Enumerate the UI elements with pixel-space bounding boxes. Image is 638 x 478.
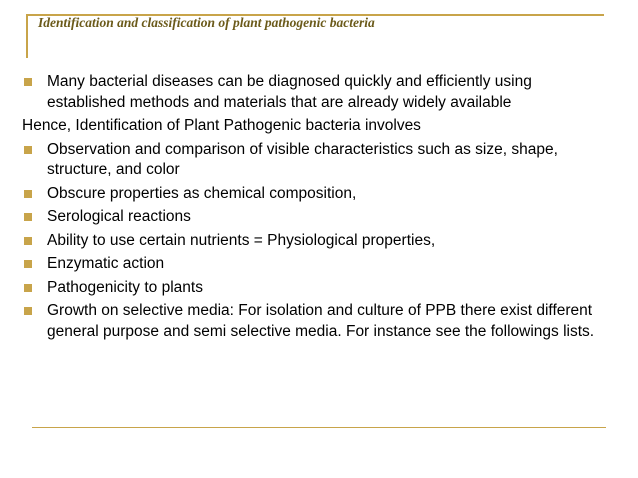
intro-line	[22, 116, 612, 137]
slide-body	[22, 72, 612, 345]
list-item	[22, 72, 612, 113]
list-item-text: Ability to use certain nutrients = Physiological properties,	[47, 231, 436, 249]
square-bullet-icon	[24, 307, 32, 315]
slide-title: Identification and classification of plant pathogenic bacteria	[38, 15, 375, 30]
square-bullet-icon	[24, 284, 32, 292]
list-item	[22, 301, 612, 342]
square-bullet-icon	[24, 237, 32, 245]
title-frame-left-line	[26, 14, 28, 58]
square-bullet-icon	[24, 213, 32, 221]
list-item-text: Observation and comparison of visible characteristics such as size, shape, structure, and color	[47, 140, 558, 178]
list-item-text: Obscure properties as chemical composition,	[47, 184, 357, 202]
square-bullet-icon	[24, 190, 32, 198]
list-item	[22, 231, 612, 252]
list-item	[22, 184, 612, 205]
list-item-text: Serological reactions	[47, 208, 191, 225]
intro-line-text: Hence, Identification of Plant Pathogenic bacteria involves	[22, 117, 421, 134]
list-item	[22, 254, 612, 275]
list-item	[22, 207, 612, 228]
list-item	[22, 140, 612, 181]
list-item-text: Pathogenicity to plants	[47, 278, 203, 296]
list-item-text: Growth on selective media: For isolation and culture of PPB there exist different general purpose and semi selective media. For instance see the followings lists.	[47, 302, 595, 340]
list-item	[22, 278, 612, 299]
list-item-text: Enzymatic action	[47, 255, 165, 272]
bottom-rule	[32, 427, 606, 428]
square-bullet-icon	[24, 146, 32, 154]
list-item-text: Many bacterial diseases can be diagnosed quickly and efficiently using established methods and materials that are already widely available	[47, 73, 532, 111]
square-bullet-icon	[24, 78, 32, 86]
square-bullet-icon	[24, 260, 32, 268]
